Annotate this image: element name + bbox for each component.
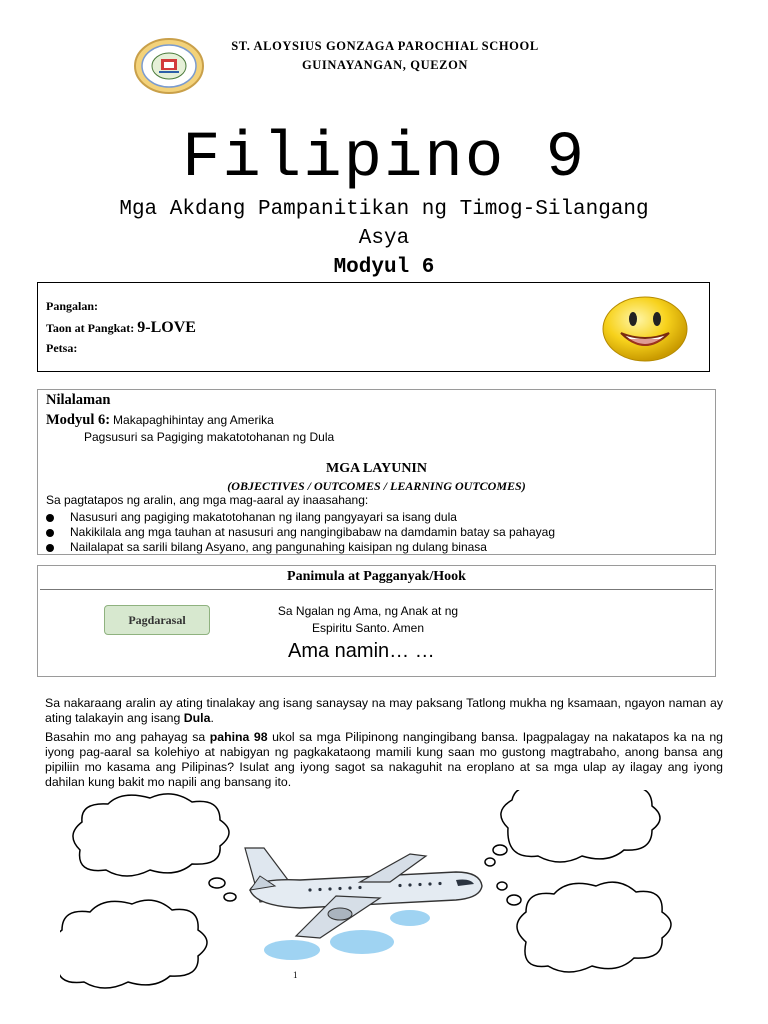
objective-text: Nailalapat sa sarili bilang Asyano, ang pangunahing kaisipan ng dulang binasa	[70, 540, 487, 554]
grade-value: 9-LOVE	[137, 319, 196, 336]
paragraph-1	[45, 696, 723, 726]
pagdarasal-button[interactable]: Pagdarasal	[104, 605, 210, 635]
paragraph-2-rest: ukol sa mga Pilipinong nangingibang bansa. Ipagpalagay na nakatapos ka na ng iyong pag-aaral sa kolehiyo at nabigyan ng pagkakataong mamili kung saan mo gustong magtrabaho, anong bansa ang pipiliin mo kasama ang Pilipinas? Isulat ang iyong sagot sa nakaguhit na eroplano at sa mga ulap ay ilagay ang iyong dahilan kung bakit mo napili ang bansang ito.	[45, 730, 724, 789]
cloud-icon	[60, 900, 207, 988]
subtitle-line-2: Asya	[358, 227, 410, 250]
school-location: GUINAYANGAN, QUEZON	[301, 58, 469, 72]
objective-text: Nakikilala ang mga tauhan at nasusuri ang nangingibabaw na damdamin batay sa pahayag	[70, 525, 555, 539]
clouds-airplane-illustration	[60, 790, 740, 990]
paragraph-2-text: Basahin mo ang pahayag sa	[45, 730, 210, 744]
objective-text: Nasusuri ang pagiging makatotohanan ng ilang pangyayari sa isang dula	[70, 510, 457, 524]
subtitle-line-1: Mga Akdang Pampanitikan ng Timog-Silangang	[119, 198, 649, 221]
module-subtitle: Pagsusuri sa Pagiging makatotohanan ng Dula	[84, 430, 335, 444]
divider	[40, 589, 713, 590]
objective-item	[46, 525, 555, 539]
prayer-line-1: Sa Ngalan ng Ama, ng Anak at ng	[277, 604, 459, 618]
airplane-icon	[245, 848, 482, 960]
paragraph-1-end: .	[210, 711, 214, 725]
module-row-label: Modyul 6:	[46, 412, 111, 428]
cloud-icon	[497, 882, 671, 972]
objective-item	[46, 510, 457, 524]
objective-item	[46, 540, 487, 554]
bullet-icon	[46, 514, 54, 522]
panimula-heading: Panimula at Pagganyak/Hook	[287, 569, 466, 584]
page-subtitle	[40, 195, 728, 253]
grade-label: Taon at Pangkat:	[46, 321, 135, 335]
page-title: Filipino 9	[181, 123, 587, 195]
prayer-title: Ama namin… …	[288, 640, 435, 662]
module-label: Modyul 6	[333, 256, 435, 279]
paragraph-1-text: Sa nakaraang aralin ay ating tinalakay ang isang sanaysay na may paksang Tatlong mukha ng ksamaan, ngayon naman ay ating talakayin ang isang	[45, 696, 723, 725]
objectives-heading: MGA LAYUNIN	[326, 461, 427, 476]
content-box	[37, 389, 716, 555]
cloud-icon	[485, 790, 660, 866]
school-name: ST. ALOYSIUS GONZAGA PAROCHIAL SCHOOL	[231, 39, 539, 53]
module-row	[46, 412, 274, 429]
smiley-face-icon	[601, 295, 689, 363]
panimula-box	[37, 565, 716, 677]
cloud-icon	[73, 794, 236, 901]
grade-row	[46, 319, 196, 337]
page-number: 1	[293, 970, 298, 980]
objectives-subheading: (OBJECTIVES / OUTCOMES / LEARNING OUTCOMES)	[227, 479, 526, 493]
paragraph-1-bold: Dula	[183, 711, 211, 725]
student-info-box	[37, 282, 710, 372]
content-heading: Nilalaman	[46, 392, 111, 408]
date-label: Petsa:	[46, 341, 78, 355]
name-label: Pangalan:	[46, 299, 99, 313]
objectives-intro: Sa pagtatapos ng aralin, ang mga mag-aaral ay inaasahang:	[46, 493, 369, 507]
paragraph-2-bold: pahina 98	[209, 730, 268, 744]
bullet-icon	[46, 529, 54, 537]
module-row-title: Makapaghihintay ang Amerika	[113, 413, 274, 427]
prayer-line-2: Espiritu Santo. Amen	[311, 621, 425, 635]
paragraph-2	[45, 730, 723, 790]
bullet-icon	[46, 544, 54, 552]
